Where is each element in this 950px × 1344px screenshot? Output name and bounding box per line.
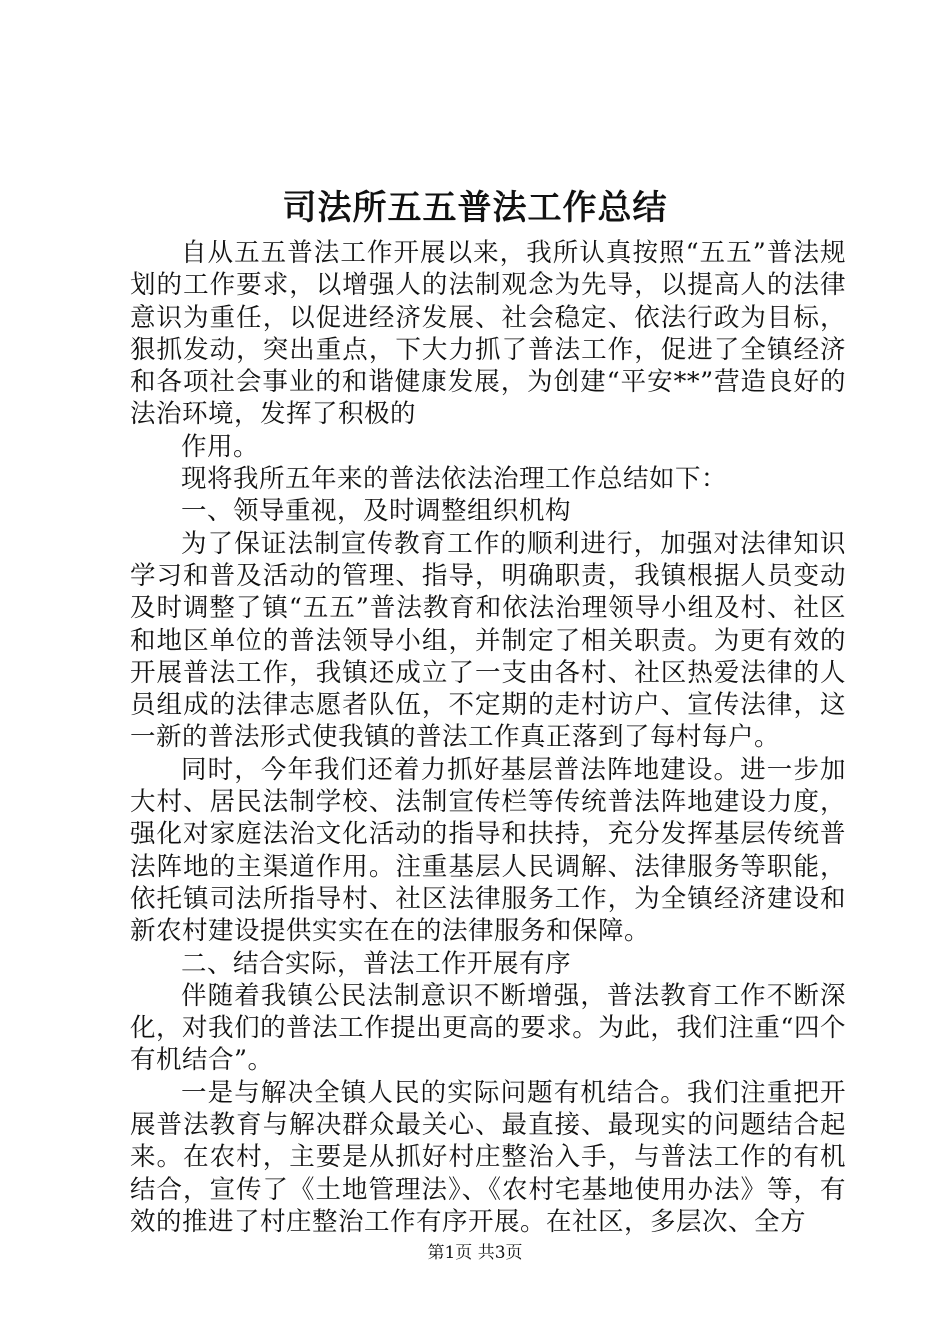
paragraph-four-combinations: 伴随着我镇公民法制意识不断增强，普法教育工作不断深化，对我们的普法工作提出更高的要求。为此，我们注重“四个有机结合”。 bbox=[130, 980, 846, 1076]
document-body bbox=[130, 237, 846, 1238]
paragraph-first-combination: 一是与解决全镇人民的实际问题有机结合。我们注重把开展普法教育与解决群众最关心、最直接、最现实的问题结合起来。在农村，主要是从抓好村庄整治入手，与普法工作的有机结合，宣传了《土地管理法》、《农村宅基地使用办法》等，有效的推进了村庄整治工作有序开展。在社区，多层次、全方 bbox=[130, 1077, 846, 1237]
paragraph-grassroots: 同时，今年我们还着力抓好基层普法阵地建设。进一步加大村、居民法制学校、法制宣传栏等传统普法阵地建设力度，强化对家庭法治文化活动的指导和扶持，充分发挥基层传统普法阵地的主渠道作用。注重基层人民调解、法律服务等职能，依托镇司法所指导村、社区法律服务工作，为全镇经济建设和新农村建设提供实实在在的法律服务和保障。 bbox=[130, 754, 846, 947]
section-heading-2: 二、结合实际，普法工作开展有序 bbox=[181, 948, 572, 979]
section-heading-1: 一、领导重视，及时调整组织机构 bbox=[181, 496, 572, 527]
page-number-footer: 第1页 共3页 bbox=[427, 1243, 523, 1263]
document-title: 司法所五五普法工作总结 bbox=[282, 188, 668, 228]
paragraph-intro-continued: 作用。 bbox=[181, 431, 260, 462]
paragraph-summary-lead: 现将我所五年来的普法依法治理工作总结如下： bbox=[181, 464, 728, 495]
paragraph-organization: 为了保证法制宣传教育工作的顺利进行，加强对法律知识学习和普及活动的管理、指导，明确职责，我镇根据人员变动及时调整了镇“五五”普法教育和依法治理领导小组及村、社区和地区单位的普法领导小组，并制定了相关职责。为更有效的开展普法工作，我镇还成立了一支由各村、社区热爱法律的人员组成的法律志愿者队伍，不定期的走村访户、宣传法律，这一新的普法形式使我镇的普法工作真正落到了每村每户。 bbox=[130, 528, 846, 753]
paragraph-intro: 自从五五普法工作开展以来，我所认真按照“五五”普法规划的工作要求，以增强人的法制观念为先导，以提高人的法律意识为重任，以促进经济发展、社会稳定、依法行政为目标，狠抓发动，突出重点，下大力抓了普法工作，促进了全镇经济和各项社会事业的和谐健康发展，为创建“平安**”营造良好的法治环境，发挥了积极的 bbox=[130, 238, 846, 430]
